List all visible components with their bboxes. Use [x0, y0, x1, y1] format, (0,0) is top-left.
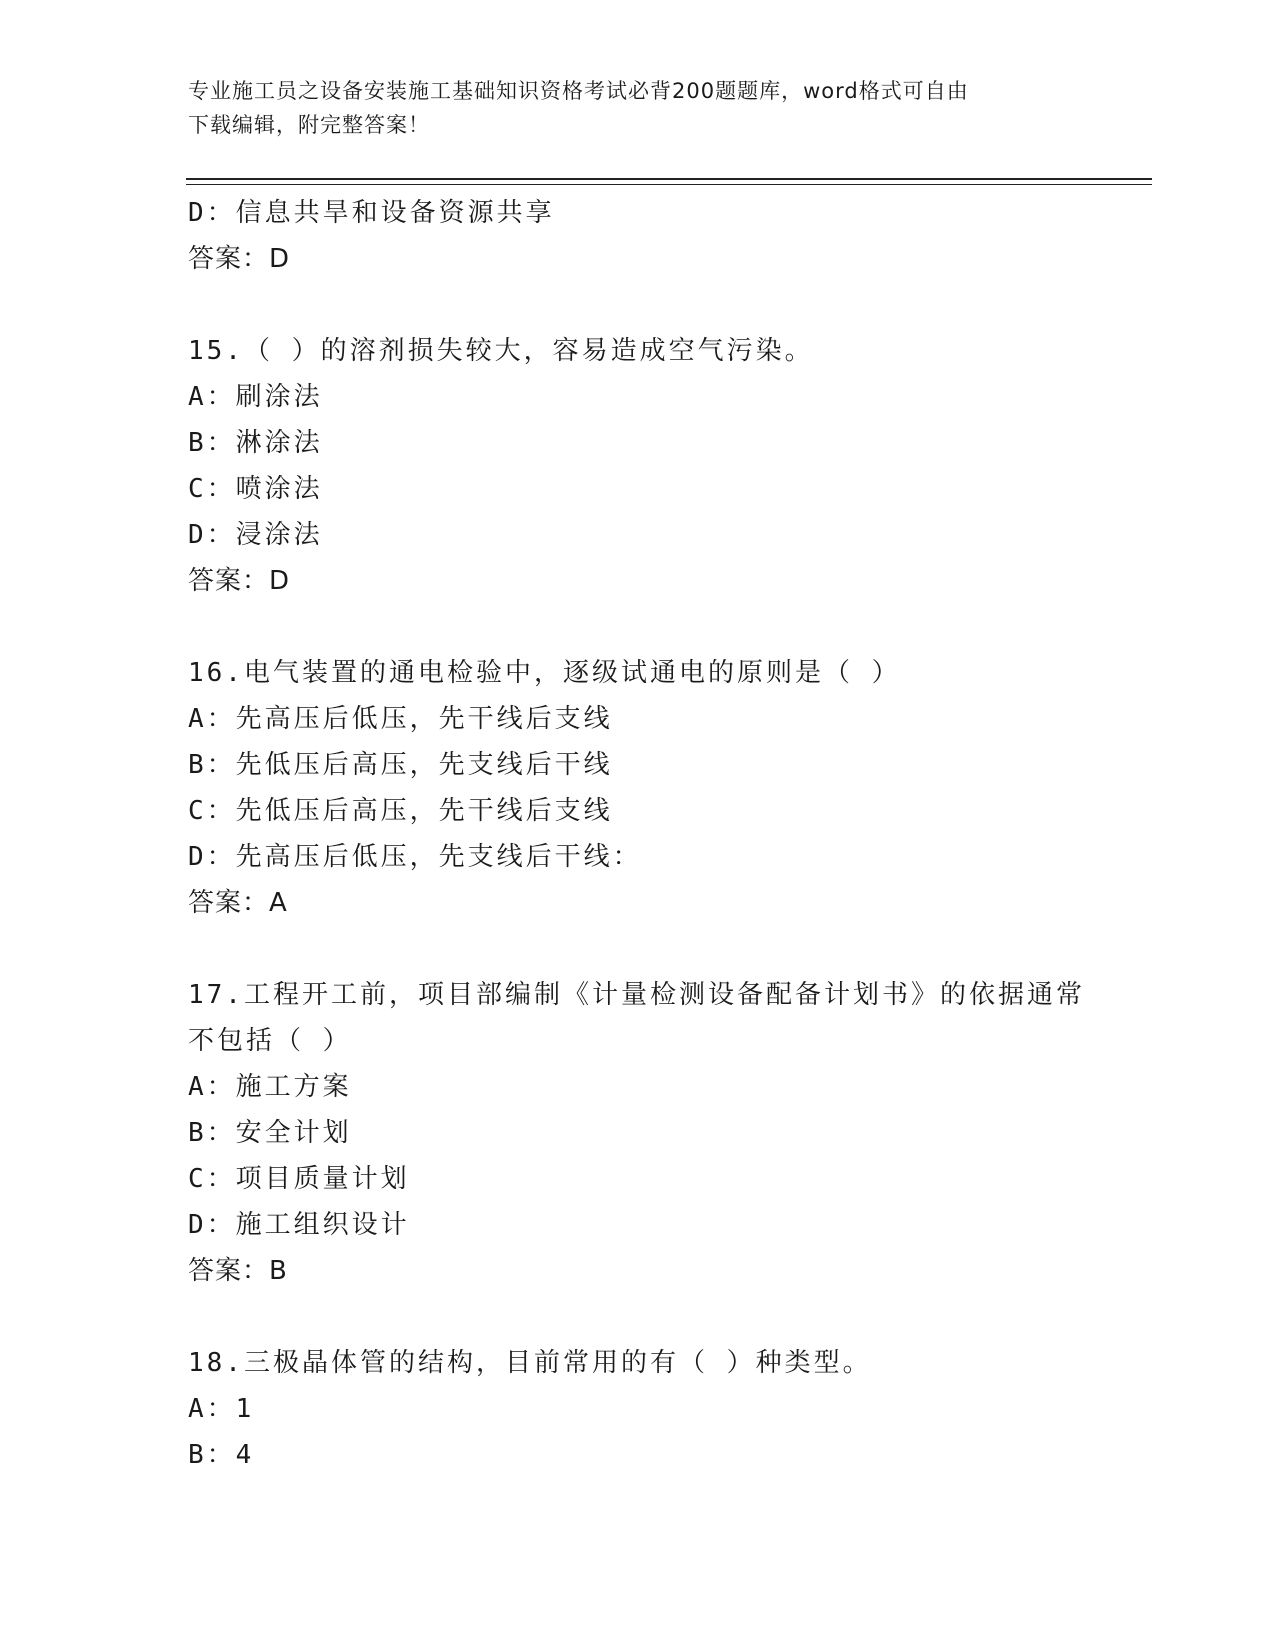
option-d: D：先高压后低压，先支线后干线： — [188, 842, 642, 872]
option-c: C：喷涂法 — [188, 474, 323, 504]
question-stem: 18.三极晶体管的结构，目前常用的有（ ）种类型。 — [188, 1348, 872, 1378]
option-c: C：先低压后高压，先干线后支线 — [188, 796, 613, 826]
option-a: A：施工方案 — [188, 1072, 352, 1102]
option-a: A：1 — [188, 1394, 255, 1424]
answer-line: 答案：A — [188, 888, 288, 918]
answer-line: 答案：D — [188, 566, 291, 596]
question-stem-line-2: 不包括（ ） — [188, 1026, 352, 1056]
option-b: B：4 — [188, 1440, 255, 1470]
option-a: A：先高压后低压，先干线后支线 — [188, 704, 613, 734]
option-a: A：刷涂法 — [188, 382, 323, 412]
option-b: B：淋涂法 — [188, 428, 323, 458]
option-b: B：先低压后高压，先支线后干线 — [188, 750, 613, 780]
question-list — [188, 190, 1148, 1478]
answer-line: 答案：D — [188, 244, 291, 274]
question-16 — [188, 650, 1148, 926]
option-d: D：浸涂法 — [188, 520, 323, 550]
option-c: C：项目质量计划 — [188, 1164, 410, 1194]
header-line-1: 专业施工员之设备安装施工基础知识资格考试必背200题题库，word格式可自由 — [188, 79, 969, 103]
header-rule-thin — [186, 184, 1152, 185]
question-17 — [188, 972, 1148, 1294]
option-d: D：信息共旱和设备资源共享 — [188, 198, 555, 228]
document-header — [188, 74, 1078, 142]
question-18 — [188, 1340, 1148, 1478]
question-15 — [188, 328, 1148, 604]
question-stem: 16.电气装置的通电检验中，逐级试通电的原则是（ ） — [188, 658, 901, 688]
option-b: B：安全计划 — [188, 1118, 352, 1148]
option-d: D：施工组织设计 — [188, 1210, 410, 1240]
header-line-2: 下载编辑，附完整答案！ — [188, 113, 430, 137]
question-stem-line-1: 17.工程开工前，项目部编制《计量检测设备配备计划书》的依据通常 — [188, 980, 1085, 1010]
header-rule-thick — [186, 178, 1152, 180]
answer-line: 答案：B — [188, 1256, 288, 1286]
question-stem: 15.（ ）的溶剂损失较大，容易造成空气污染。 — [188, 336, 814, 366]
